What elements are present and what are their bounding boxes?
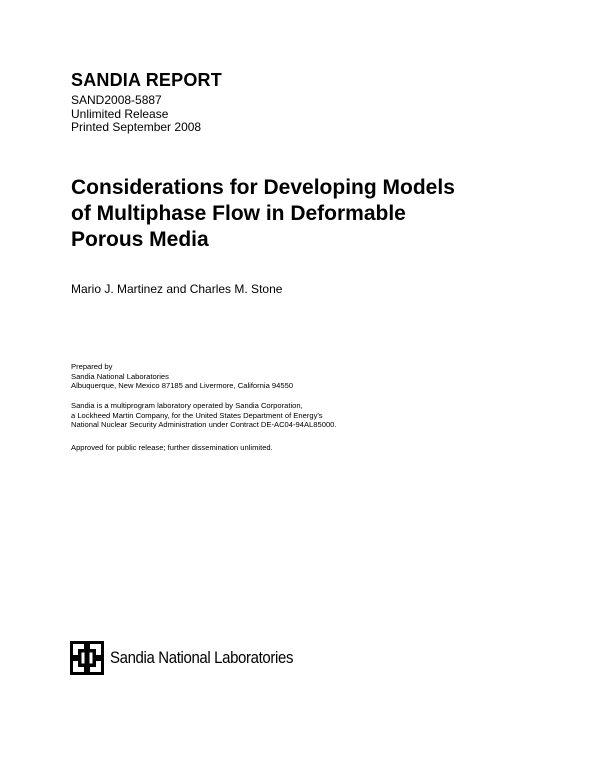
approval-statement: Approved for public release; further dissemination unlimited. bbox=[71, 443, 273, 452]
report-number: SAND2008-5887 bbox=[71, 93, 162, 107]
report-label: SANDIA REPORT bbox=[71, 70, 222, 90]
sandia-logo bbox=[70, 640, 318, 676]
operator-line: National Nuclear Security Administration under Contract DE-AC04-94AL85000. bbox=[71, 420, 337, 430]
prepared-line: Albuquerque, New Mexico 87185 and Livermore, California 94550 bbox=[71, 381, 294, 391]
prepared-line: Prepared by bbox=[71, 362, 113, 371]
title-line: Considerations for Developing Models bbox=[71, 176, 455, 199]
authors: Mario J. Martinez and Charles M. Stone bbox=[71, 282, 283, 296]
operator-line: Sandia is a multiprogram laboratory operated by Sandia Corporation, bbox=[71, 401, 303, 410]
logo-text: Sandia National Laboratories bbox=[110, 648, 294, 667]
prepared-by-block bbox=[71, 362, 293, 391]
sandia-thunderbird-icon bbox=[70, 641, 104, 675]
prepared-line: Sandia National Laboratories bbox=[71, 371, 169, 381]
document-title bbox=[71, 175, 541, 253]
title-line: Porous Media bbox=[71, 228, 209, 251]
release-status: Unlimited Release bbox=[71, 106, 169, 121]
operator-line: a Lockheed Martin Company, for the United States Department of Energy's bbox=[71, 410, 323, 420]
print-date: Printed September 2008 bbox=[71, 120, 202, 134]
operator-statement bbox=[71, 401, 337, 430]
title-line: of Multiphase Flow in Deformable bbox=[71, 202, 406, 225]
report-meta bbox=[71, 94, 201, 135]
